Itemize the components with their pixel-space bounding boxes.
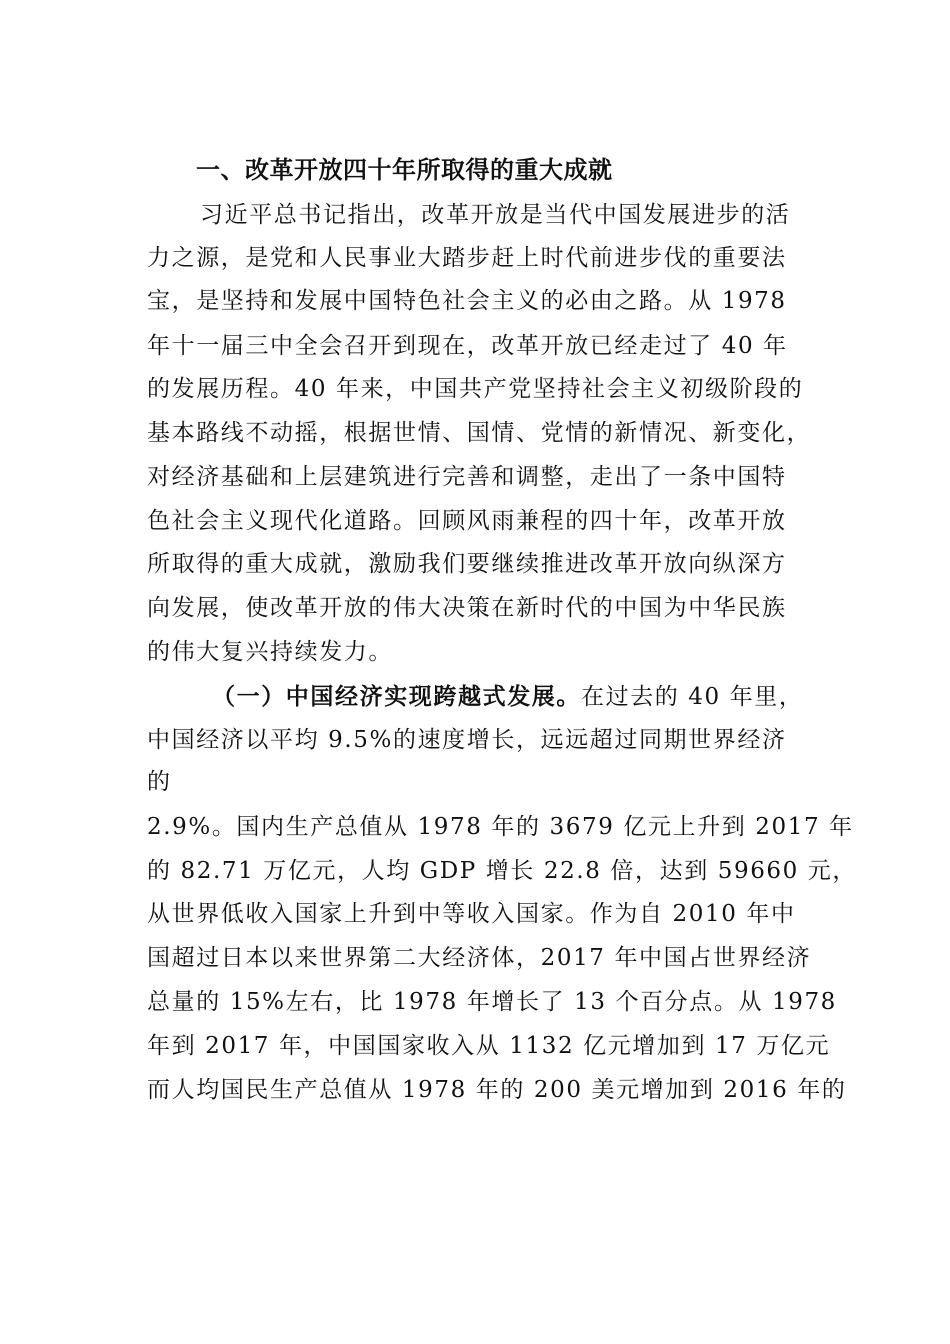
paragraph2-line-2: 中国经济以平均 9.5%的速度增长，远远超过同期世界经济 [147, 727, 787, 753]
paragraph1-line-9: 所取得的重大成就，激励我们要继续推进改革开放向纵深方 [147, 551, 787, 577]
paragraph1-line-3: 宝，是坚持和发展中国特色社会主义的必由之路。从 1978 [147, 288, 787, 314]
paragraph2-line-9: 年到 2017 年，中国国家收入从 1132 亿元增加到 17 万亿元 [147, 1033, 831, 1059]
paragraph2-line-1 [212, 682, 804, 712]
paragraph2-line-4: 2.9%。国内生产总值从 1978 年的 3679 亿元上升到 2017 年 [147, 814, 854, 840]
paragraph1-line-6: 基本路线不动摇，根据世情、国情、党情的新情况、新变化， [147, 420, 812, 446]
paragraph1-line-2: 力之源，是党和人民事业大踏步赶上时代前进步伐的重要法 [147, 245, 787, 271]
paragraph2-line-5: 的 82.71 万亿元，人均 GDP 增长 22.8 倍，达到 59660 元， [147, 858, 857, 884]
paragraph1-line-7: 对经济基础和上层建筑进行完善和调整，走出了一条中国特 [147, 464, 787, 490]
subsection-heading: （一）中国经济实现跨越式发展。 [212, 683, 581, 710]
paragraph2-line-1-rest: 在过去的 40 年里， [581, 684, 804, 710]
paragraph1-line-8: 色社会主义现代化道路。回顾风雨兼程的四十年，改革开放 [147, 508, 787, 534]
paragraph2-line-6: 从世界低收入国家上升到中等收入国家。作为自 2010 年中 [147, 901, 796, 927]
paragraph1-line-1: 习近平总书记指出，改革开放是当代中国发展进步的活 [200, 202, 791, 228]
paragraph1-line-5: 的发展历程。40 年来，中国共产党坚持社会主义初级阶段的 [147, 376, 804, 402]
paragraph1-line-10: 向发展，使改革开放的伟大决策在新时代的中国为中华民族 [147, 595, 787, 621]
paragraph1-line-11: 的伟大复兴持续发力。 [147, 639, 393, 665]
section-heading: 一、改革开放四十年所取得的重大成就 [196, 156, 613, 184]
paragraph2-line-3: 的 [147, 769, 172, 795]
paragraph2-line-8: 总量的 15%左右，比 1978 年增长了 13 个百分点。从 1978 [147, 989, 837, 1015]
paragraph2-line-7: 国超过日本以来世界第二大经济体，2017 年中国占世界经济 [147, 945, 812, 971]
paragraph1-line-4: 年十一届三中全会召开到现在，改革开放已经走过了 40 年 [147, 333, 788, 359]
paragraph2-line-10: 而人均国民生产总值从 1978 年的 200 美元增加到 2016 年的 [147, 1077, 847, 1103]
